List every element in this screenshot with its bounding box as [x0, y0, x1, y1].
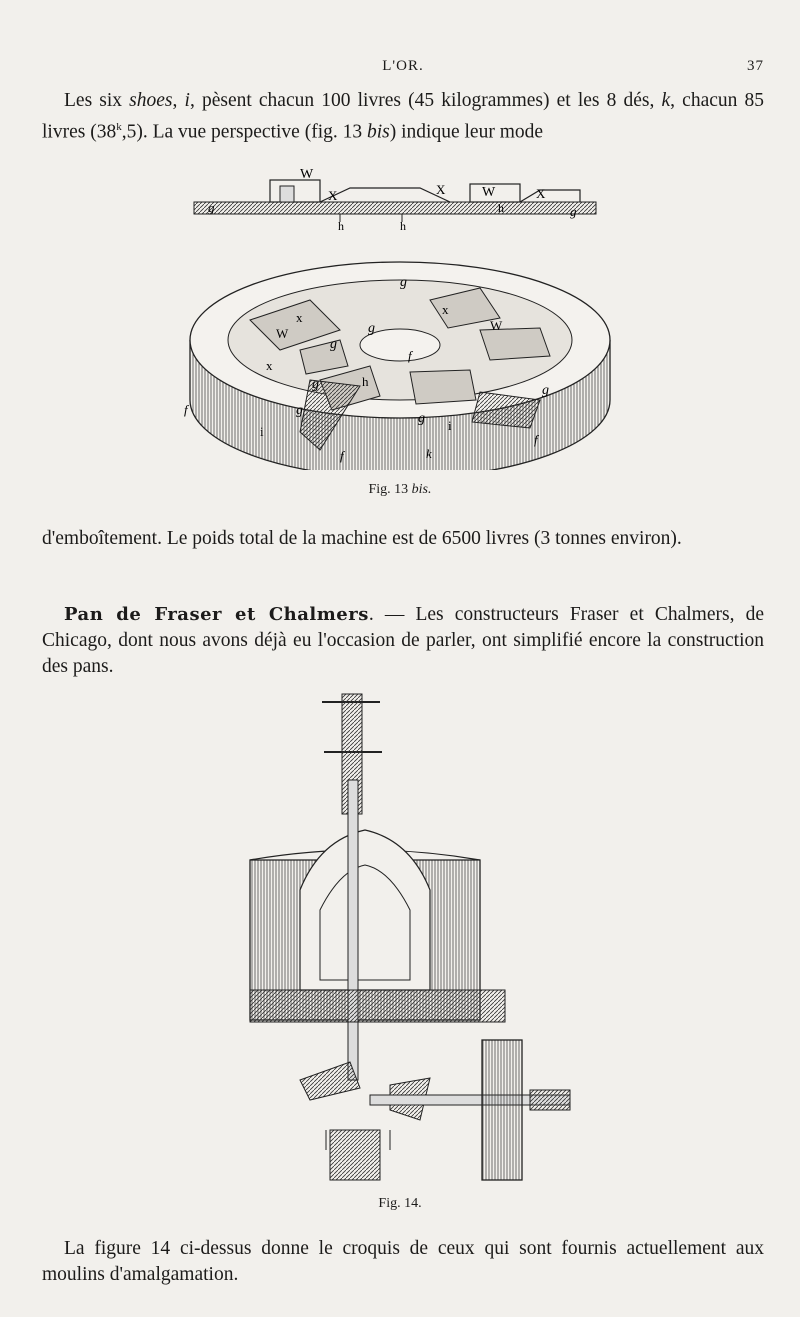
section-label-h1: h: [338, 219, 344, 233]
section-label-X3: X: [536, 186, 546, 201]
persp-label-x1: x: [296, 310, 303, 325]
section-label-X2: X: [436, 182, 446, 197]
persp-label-g-top: g: [400, 275, 407, 290]
section-heading: Pan de Fraser et Chalmers: [64, 604, 369, 625]
persp-label-g5: g: [296, 403, 303, 418]
figure-14: [230, 690, 590, 1190]
persp-label-h: h: [362, 374, 369, 389]
section-label-W2: W: [482, 185, 496, 200]
persp-label-W1: W: [276, 326, 289, 341]
persp-label-g6: g: [418, 411, 425, 426]
persp-label-f2: f: [184, 402, 188, 417]
persp-label-x3: x: [266, 358, 273, 373]
persp-label-f1: f: [408, 348, 412, 363]
section-label-g1: g: [208, 200, 215, 215]
section-label-h2: h: [400, 219, 406, 233]
section-label-X1: X: [328, 188, 338, 203]
persp-label-f3: f: [340, 448, 344, 463]
running-head: [42, 58, 764, 80]
paragraph-machine-weight: d'emboîtement. Le poids total de la machine est de 6500 livres (3 tonnes environ).: [42, 528, 682, 549]
fig14-caption: Fig. 14.: [378, 1196, 422, 1211]
perspective-view: [184, 262, 610, 470]
pan-drawing-fig14: [230, 690, 590, 1190]
persp-label-i2: i: [448, 418, 452, 433]
section-label-h3: h: [498, 201, 504, 215]
fig13-caption: Fig. 13 bis.: [368, 482, 432, 497]
persp-label-g3: g: [312, 377, 319, 392]
paragraph-shoes-weights: Les six shoes, i, pèsent chacun 100 livres (45 kilogrammes) et les 8 dés, k, chacun 85 livres (38$^k$,5). La vue perspective (fig. 13 bis) indique leur mode: [42, 90, 765, 143]
persp-label-g1: g: [368, 321, 375, 336]
persp-label-g2: g: [330, 337, 337, 352]
pan-drawing-fig13: [180, 160, 620, 470]
persp-label-k: k: [426, 446, 432, 461]
paragraph-figure-14: La figure 14 ci-dessus donne le croquis de ceux qui sont fournis actuellement aux moulins d'amalgamation.: [42, 1238, 764, 1285]
page-number: 37: [747, 58, 764, 74]
persp-label-i1: i: [260, 424, 264, 439]
persp-label-f4: f: [534, 432, 538, 447]
persp-label-W2: W: [490, 318, 503, 333]
figure-13-bis: [180, 160, 620, 470]
section-label-g2: g: [570, 204, 577, 219]
paragraph-fraser-chalmers: Pan de Fraser et Chalmers. — Les constructeurs Fraser et Chalmers, de Chicago, dont nous avons déjà eu l'occasion de parler, ont simplifié encore la construction des pans.: [42, 604, 764, 677]
persp-label-g4: g: [542, 383, 549, 398]
running-title: L'OR.: [382, 58, 424, 74]
cross-section: [194, 167, 596, 233]
persp-label-x2: x: [442, 302, 449, 317]
section-label-W1: W: [300, 167, 314, 182]
